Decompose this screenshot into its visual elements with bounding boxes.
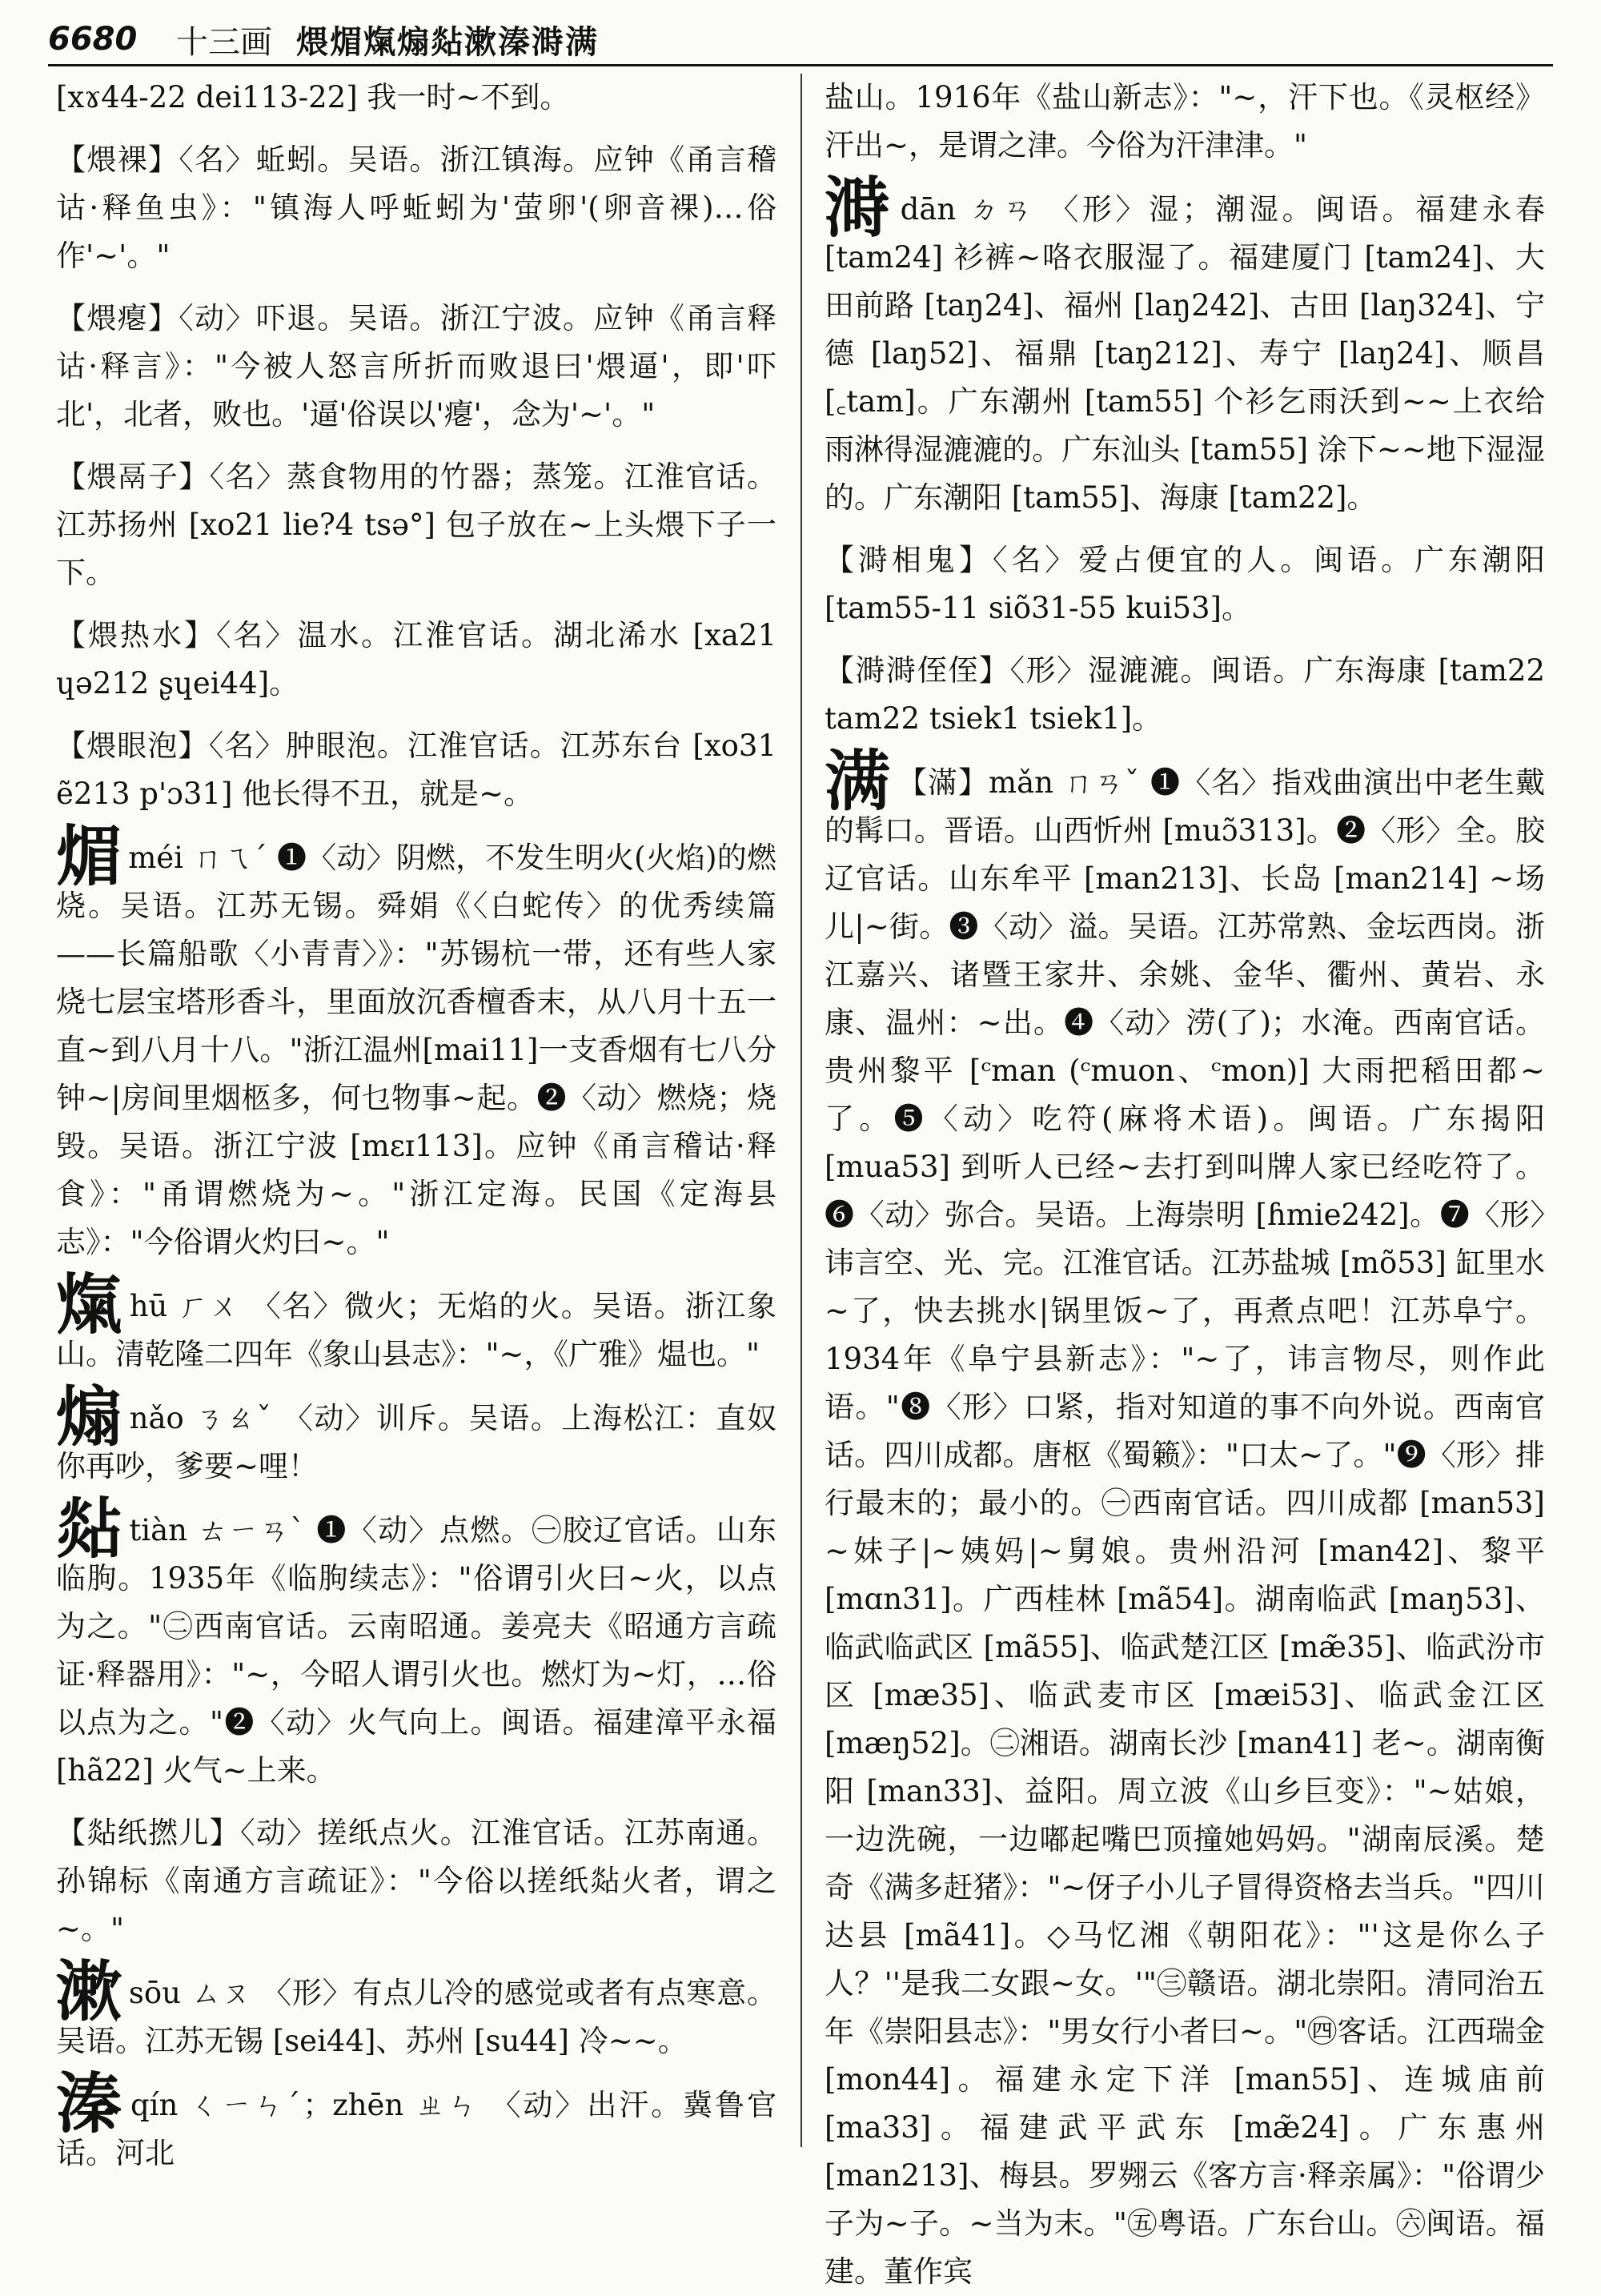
entry-text: 【溡溡侄侄】〈形〉湿漉漉。闽语。广东海康 [tam22 tam22 tsiek1 tsiek1]。 (825, 653, 1545, 736)
headword: 溡 (825, 170, 894, 247)
dictionary-entry (56, 1953, 776, 2065)
dictionary-entry (825, 170, 1545, 522)
dictionary-paragraph (56, 136, 776, 280)
entry-text: 【煨热水】〈名〉温水。江淮官话。湖北浠水 [xa21 ɥə212 ʂɥei44]。 (56, 618, 776, 700)
entry-text: 【煨瘪】〈动〉吓退。吴语。浙江宁波。应钟《甬言释诂·释言》："今被人怒言所折而败退曰'煨逼'，即'吓北'，北者，败也。'逼'俗误以'瘪'，念为'~'。" (56, 301, 776, 432)
dictionary-entry (56, 1491, 776, 1795)
dictionary-paragraph (56, 1809, 776, 1953)
entry-text: sōu ㄙㄡ 〈形〉有点儿冷的感觉或者有点寒意。吴语。江苏无锡 [sei44]、苏州 [su44] 冷~~。 (56, 1976, 776, 2058)
dictionary-paragraph (56, 453, 776, 597)
column-divider (800, 74, 802, 2147)
dictionary-paragraph (825, 74, 1545, 170)
entry-text: nǎo ㄋㄠˇ 〈动〉训斥。吴语。上海松江：直奴你再吵，爹要~哩！ (56, 1401, 776, 1483)
right-column (825, 74, 1545, 2289)
entry-text: 【煔纸撚儿】〈动〉搓纸点火。江淮官话。江苏南通。孙锦标《南通方言疏证》："今俗以搓纸煔火者，谓之~。" (56, 1816, 776, 1946)
headword: 煔 (56, 1491, 123, 1567)
dictionary-paragraph (56, 74, 776, 122)
entry-text: 【溡相鬼】〈名〉爱占便宜的人。闽语。广东潮阳 [tam55-11 siõ31-55 kui53]。 (825, 543, 1545, 625)
dictionary-paragraph (56, 722, 776, 818)
dictionary-paragraph (825, 647, 1545, 743)
headword: 满 (825, 743, 891, 820)
entry-text: [xɤ44-22 dei113-22] 我一时~不到。 (56, 80, 570, 114)
headword: 煽 (56, 1379, 123, 1455)
dictionary-entry (825, 743, 1545, 2296)
entry-text: 【滿】mǎn ㄇㄢˇ ❶〈名〉指戏曲演出中老生戴的髯口。晋语。山西忻州 [muɔ̃313]。❷〈形〉全。胶辽官话。山东牟平 [man213]、长岛 [man214] ~场儿|~街。❸〈动〉溢。吴语。江苏常熟、金坛西岗。浙江嘉兴、诸暨王家井、余姚、金华、衢州、黄岩、永康、温州：~出。❹〈动〉涝(了)；水淹。西南官话。贵州黎平 [ᶜman (ᶜmuon、ᶜmon)] 大雨把稻田都~了。❺〈动〉吃符(麻将术语)。闽语。广东揭阳 [mua53] 到听人已经~去打到叫牌人家已经吃符了。❻〈动〉弥合。吴语。上海崇明 [ɦmie242]。❼〈形〉讳言空、光、完。江淮官话。江苏盐城 [mõ53] 缸里水~了，快去挑水|锅里饭~了，再煮点吧！江苏阜宁。1934年《阜宁县新志》："~了，讳言物尽，则作此语。"❽〈形〉口紧，指对知道的事不向外说。西南官话。四川成都。唐枢《蜀籁》："口太~了。"❾〈形〉排行最末的；最小的。㊀西南官话。四川成都 [man53] ~妹子|~姨妈|~舅娘。贵州沿河 [man42]、黎平 [mɑn31]。广西桂林 [mã54]。湖南临武 [maŋ53]、临武临武区 [mã55]、临武楚江区 [mæ̃35]、临武汾市区 [mæ35]、临武麦市区 [mæi53]、临武金江区 [mæŋ52]。㊁湘语。湖南长沙 [man41] 老~。湖南衡阳 [man33]、益阳。周立波《山乡巨变》："~姑娘，一边洗碗，一边嘟起嘴巴顶撞她妈妈。"湖南辰溪。楚奇《满多赶猪》："~伢子小儿子冒得资格去当兵。"四川达县 [mã41]。◇马忆湘《朝阳花》："'这是你么子人？''是我二女跟~女。'"㊂赣语。湖北崇阳。清同治五年《崇阳县志》："男女行小者曰~。"㊃客话。江西瑞金 [mon44]。福建永定下洋 [man55]、连城庙前 [ma33]。福建武平武东 [mæ̃24]。广东惠州 [man213]、梅县。罗翙云《客方言·释亲属》："俗谓少子为~子。~当为末。"㊄粤语。广东台山。㊅闽语。福建。董作宾 (825, 765, 1545, 2289)
entry-text: qín ㄑㄧㄣˊ；zhēn ㄓㄣ 〈动〉出汗。冀鲁官话。河北 (56, 2088, 776, 2170)
page-number: 6680 (48, 21, 138, 58)
entry-text: 【煨裸】〈名〉蚯蚓。吴语。浙江镇海。应钟《甬言稽诂·释鱼虫》："镇海人呼蚯蚓为'萤卵'(卵音裸)…俗作'~'。" (56, 142, 776, 273)
headword: 溱 (56, 2065, 124, 2142)
entry-text: méi ㄇㄟˊ ❶〈动〉阴燃，不发生明火(火焰)的燃烧。吴语。江苏无锡。舜娟《〈白蛇传〉的优秀续篇——长篇船歌〈小青青〉》："苏锡杭一带，还有些人家烧七层宝塔形香斗，里面放沉香檀香末，从八月十五一直~到八月十八。"浙江温州[mai11]一支香烟有七八分钟~|房间里烟柩多，何乜物事~起。❷〈动〉燃烧；烧毁。吴语。浙江宁波 [mɛɪ113]。应钟《甬言稽诂·释食》："甬谓燃烧为~。"浙江定海。民国《定海县志》："今俗谓火灼曰~。" (56, 841, 776, 1259)
dictionary-entry (56, 2065, 776, 2178)
entry-text: 【煨鬲子】〈名〉蒸食物用的竹器；蒸笼。江淮官话。江苏扬州 [xo21 lie?4 tsə°] 包子放在~上头煨下子一下。 (56, 460, 776, 590)
entry-text: 【煨眼泡】〈名〉肿眼泡。江淮官话。江苏东台 [xo31 ẽ213 p'ɔ31] 他长得不丑，就是~。 (56, 729, 776, 811)
dictionary-paragraph (56, 612, 776, 708)
dictionary-entry (56, 1266, 776, 1379)
dictionary-entry (56, 818, 776, 1266)
dictionary-paragraph (825, 536, 1545, 632)
dictionary-paragraph (56, 295, 776, 439)
headword: 漱 (56, 1953, 122, 2030)
entry-text: hū ㄏㄨ 〈名〉微火；无焰的火。吴语。浙江象山。清乾隆二四年《象山县志》："~，《广雅》煴也。" (56, 1289, 776, 1371)
dictionary-entry (56, 1379, 776, 1491)
headword: 煝 (56, 818, 122, 895)
left-column (56, 74, 776, 2170)
page-header (48, 14, 1553, 66)
section-label: 十三画 (176, 23, 272, 61)
header-characters: 煨煝熂煽煔漱溱溡满 (296, 22, 599, 61)
entry-text: 盐山。1916年《盐山新志》："~，汗下也。《灵枢经》汗出~，是谓之津。今俗为汗津津。" (825, 80, 1545, 163)
entry-text: dān ㄉㄢ 〈形〉湿；潮湿。闽语。福建永春 [tam24] 衫裤~咯衣服湿了。福建厦门 [tam24]、大田前路 [taŋ24]、福州 [laŋ242]、古田 [laŋ324]、宁德 [laŋ52]、福鼎 [taŋ212]、寿宁 [laŋ24]、顺昌 [꜀tam]。广东潮州 [tam55] 个衫乞雨沃到~~上衣给雨淋得湿漉漉的。广东汕头 [tam55] 涂下~~地下湿湿的。广东潮阳 [tam55]、海康 [tam22]。 (825, 192, 1545, 515)
entry-text: tiàn ㄊㄧㄢˋ ❶〈动〉点燃。㊀胶辽官话。山东临朐。1935年《临朐续志》："俗谓引火曰~火，以点为之。"㊁西南官话。云南昭通。姜亮夫《昭通方言疏证·释器用》："~，今昭人谓引火也。燃灯为~灯，…俗以点为之。"❷〈动〉火气向上。闽语。福建漳平永福 [hã22] 火气~上来。 (56, 1513, 776, 1788)
headword: 熂 (56, 1266, 123, 1343)
